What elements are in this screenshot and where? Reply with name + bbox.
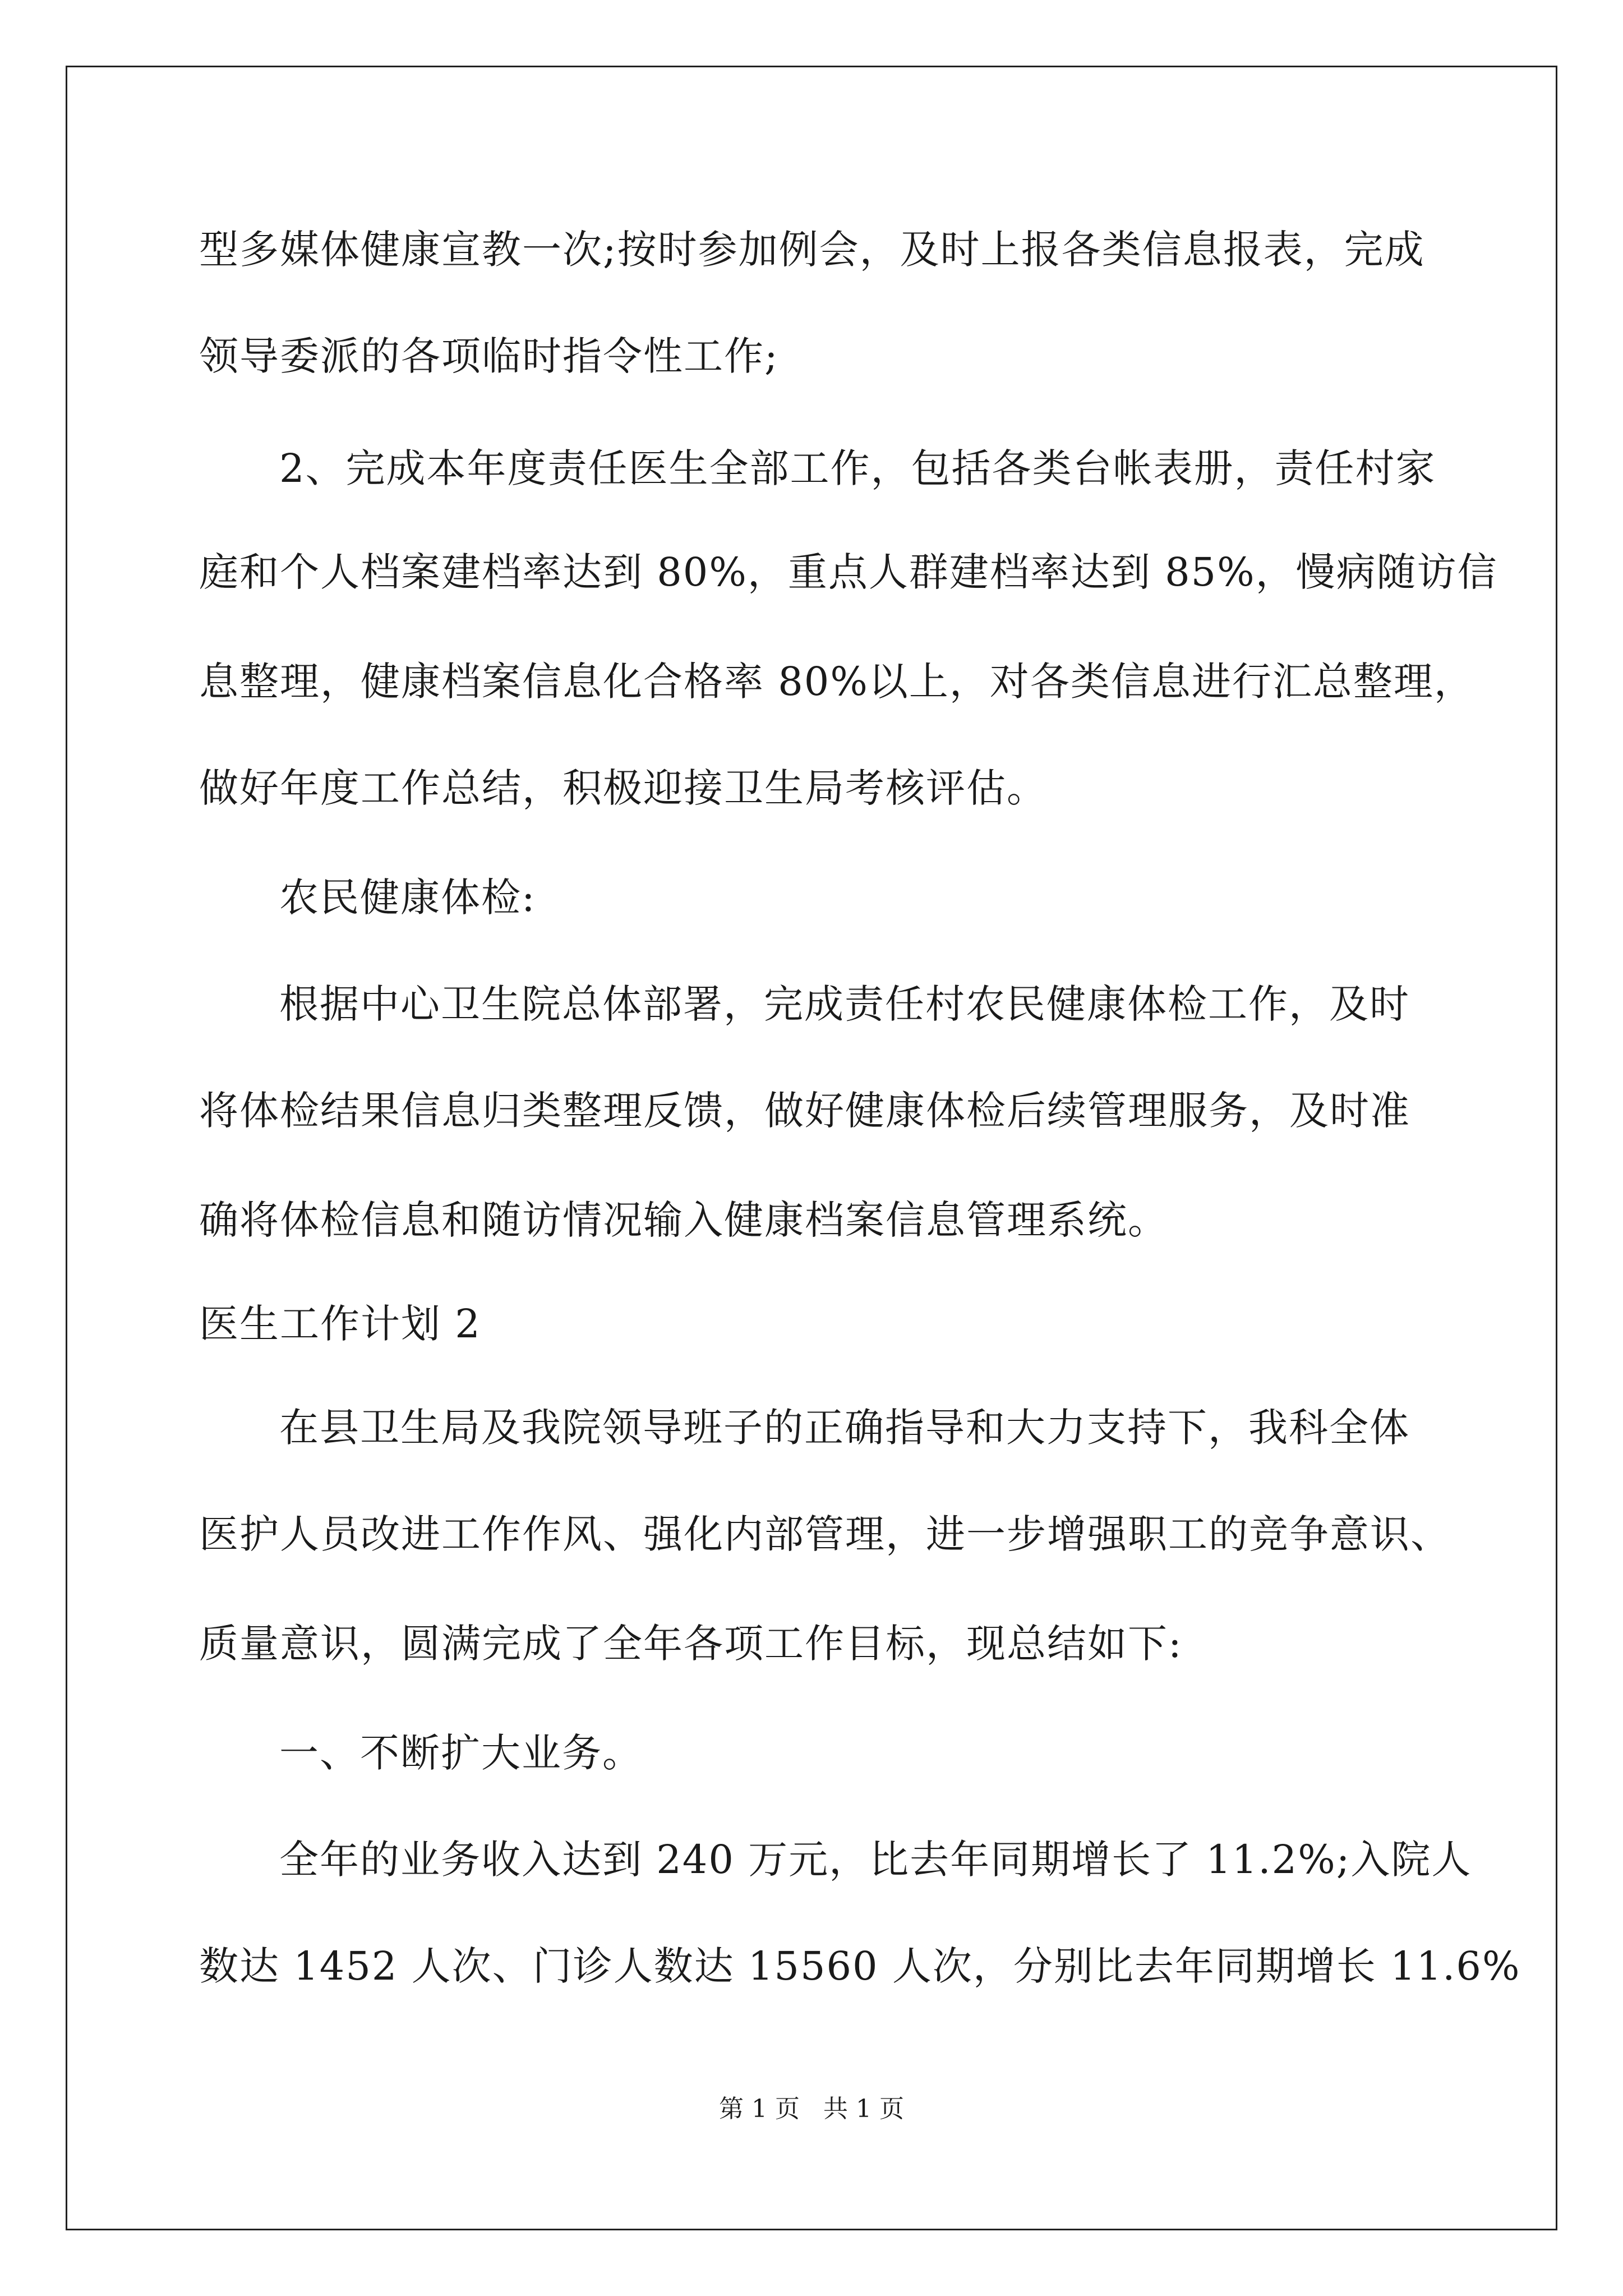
paragraph-line: 将体检结果信息归类整理反馈，做好健康体检后续管理服务，及时准 (199, 1088, 1410, 1134)
paragraph-line: 息整理，健康档案信息化合格率 80%以上，对各类信息进行汇总整理， (199, 659, 1474, 705)
paragraph-line: 型多媒体健康宣教一次;按时参加例会，及时上报各类信息报表，完成 (199, 227, 1425, 273)
paragraph-line: 庭和个人档案建档率达到 80%，重点人群建档率达到 85%，慢病随访信 (199, 549, 1498, 595)
page-border (66, 66, 1557, 2230)
paragraph-line: 在县卫生局及我院领导班子的正确指导和大力支持下，我科全体 (279, 1405, 1410, 1451)
section-heading: 农民健康体检: (279, 875, 536, 921)
paragraph-line: 确将体检信息和随访情况输入健康档案信息管理系统。 (199, 1197, 1168, 1243)
paragraph-line: 领导委派的各项临时指令性工作; (199, 333, 779, 379)
paragraph-line: 医护人员改进工作作风、强化内部管理，进一步增强职工的竞争意识、 (199, 1511, 1451, 1557)
paragraph-line: 数达 1452 人次、门诊人数达 15560 人次，分别比去年同期增长 11.6% (199, 1943, 1521, 1989)
paragraph-line: 2、完成本年度责任医生全部工作，包括各类台帐表册，责任村家 (279, 445, 1436, 491)
page-number-footer: 第 1 页 共 1 页 (719, 2095, 904, 2123)
paragraph-line: 根据中心卫生院总体部署，完成责任村农民健康体检工作，及时 (279, 981, 1410, 1027)
paragraph-line: 质量意识，圆满完成了全年各项工作目标，现总结如下: (199, 1621, 1183, 1667)
paragraph-line: 全年的业务收入达到 240 万元，比去年同期增长了 11.2%;入院人 (279, 1837, 1472, 1883)
document-heading: 医生工作计划 2 (199, 1301, 481, 1347)
paragraph-line: 做好年度工作总结，积极迎接卫生局考核评估。 (199, 765, 1047, 811)
section-heading: 一、不断扩大业务。 (279, 1730, 643, 1776)
